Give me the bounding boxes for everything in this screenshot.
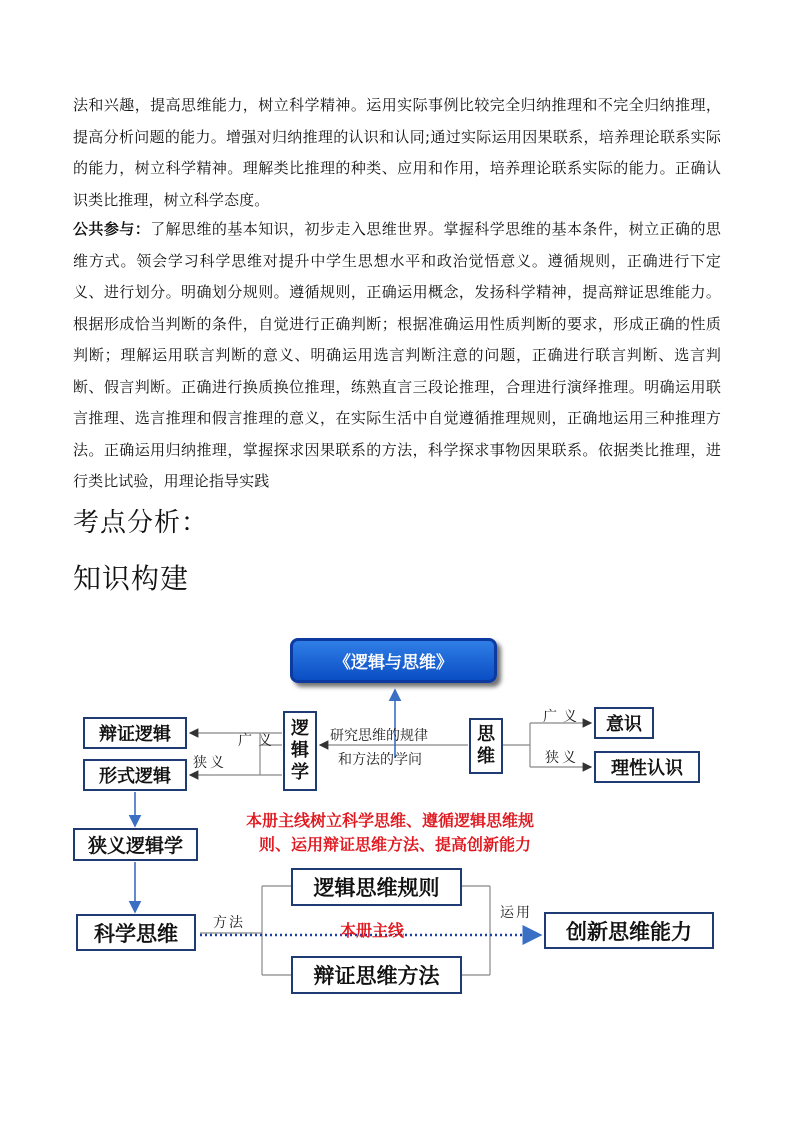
knowledge-build-heading: 知识构建 (73, 562, 190, 595)
analysis-heading: 考点分析： (73, 508, 209, 538)
method-label: 方法 (213, 915, 245, 931)
logic-box: 逻辑学 (283, 711, 317, 791)
consciousness-box: 意识 (594, 707, 654, 739)
book-title-box: 《逻辑与思维》 (290, 638, 497, 683)
narrow-label: 狭义 (193, 755, 227, 771)
public-participation-text: 了解思维的基本知识，初步走入思维世界。掌握科学思维的基本条件，树立正确的思维方式。领会学习科学思维对提升中学生思想水平和政治觉悟意义。遵循规则，正确进行下定义、进行划分。明确划分规则。遵循规则，正确运用概念，发扬科学精神，提高辩证思维能力。根据形成恰当判断的条件，自觉进行正确判断；根据准确运用性质判断的要求，形成正确的性质判断；理解运用联言判断的意义、明确运用选言判断注意的问题，正确进行联言判断、选言判断、假言判断。正确进行换质换位推理，练熟直言三段论推理，合理进行演绎推理。明确运用联言推理、选言推理和假言推理的意义，在实际生活中自觉遵循推理规则，正确地运用三种推理方法。正确运用归纳推理，掌握探求因果联系的方法，科学探求事物因果联系。依据类比推理，进行类比试验，用理论指导实践 (73, 220, 721, 490)
narrow-label-right: 狭义 (545, 750, 579, 766)
thinking-box: 思维 (469, 718, 503, 774)
apply-label: 运用 (500, 905, 532, 921)
mainline-label: 本册主线 (340, 921, 405, 940)
formal-logic-box: 形式逻辑 (83, 759, 187, 791)
rational-cognition-box: 理性认识 (594, 751, 700, 783)
mainline-summary-line2: 则、运用辩证思维方法、提高创新能力 (259, 835, 532, 854)
broad-label-right: 广义 (543, 709, 583, 725)
dialectic-logic-box: 辩证逻辑 (83, 717, 187, 749)
innovation-ability-box: 创新思维能力 (544, 912, 714, 949)
public-participation-label: 公共参与： (73, 220, 151, 238)
study-label-line1: 研究思维的规律 (330, 728, 428, 744)
logic-rules-box: 逻辑思维规则 (291, 868, 462, 906)
broad-label: 广义 (238, 733, 278, 749)
study-label-line2: 和方法的学问 (338, 752, 422, 768)
dialectic-methods-box: 辩证思维方法 (291, 956, 462, 994)
narrow-logic-box: 狭义逻辑学 (73, 828, 198, 861)
mainline-summary-line1: 本册主线树立科学思维、遵循逻辑思维规 (246, 811, 535, 830)
scientific-thinking-box: 科学思维 (76, 914, 196, 951)
intro-paragraph-1: 法和兴趣，提高思维能力，树立科学精神。运用实际事例比较完全归纳推理和不完全归纳推理，提高分析问题的能力。增强对归纳推理的认识和认同;通过实际运用因果联系，培养理论联系实际的能力，树立科学精神。理解类比推理的种类、应用和作用，培养理论联系实际的能力。正确认识类比推理，树立科学态度。 (73, 96, 721, 209)
